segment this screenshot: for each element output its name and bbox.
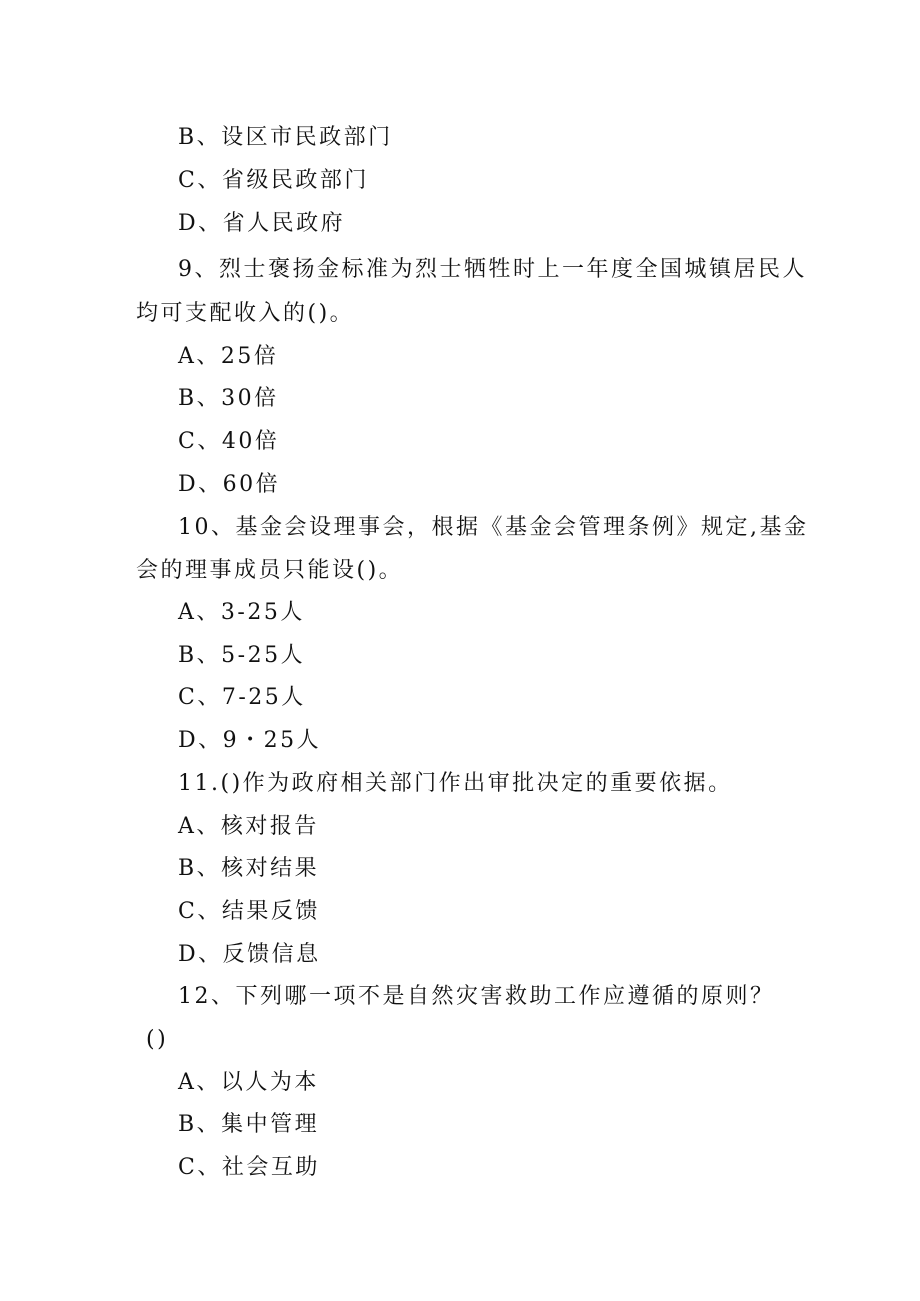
option-d-q9: D、60倍 (178, 472, 281, 497)
option-a-q9: A、25倍 (178, 344, 279, 369)
option-d-q10: D、9・25人 (178, 728, 322, 753)
option-b-q11: B、核对结果 (178, 856, 320, 881)
option-a-q11: A、核对报告 (178, 814, 319, 839)
question-11: 11.()作为政府相关部门作出审批决定的重要依据。 (178, 771, 733, 796)
option-b-q10: B、5-25人 (178, 643, 306, 668)
option-b-q12: B、集中管理 (178, 1112, 320, 1137)
option-a-q12: A、以人为本 (178, 1070, 319, 1095)
question-12: 12、下列哪一项不是自然灾害救助工作应遵循的原则？ (178, 984, 775, 1009)
question-10: 10、基金会设理事会，根据《基金会管理条例》规定,基金 (178, 515, 809, 540)
option-b-q8: B、设区市民政部门 (178, 125, 393, 150)
option-c-q12: C、社会互助 (178, 1155, 320, 1180)
option-a-q10: A、3-25人 (178, 600, 305, 625)
option-c-q10: C、7-25人 (178, 685, 306, 710)
option-c-q11: C、结果反馈 (178, 899, 320, 924)
question-9-cont: 均可支配收入的()。 (136, 301, 355, 326)
question-9: 9、烈士褒扬金标准为烈士牺牲时上一年度全国城镇居民人 (178, 257, 807, 282)
question-10-cont: 会的理事成员只能设()。 (136, 558, 404, 583)
option-d-q11: D、反馈信息 (178, 942, 321, 967)
option-c-q9: C、40倍 (178, 429, 280, 454)
option-c-q8: C、省级民政部门 (178, 168, 369, 193)
question-12-cont: () (146, 1027, 169, 1052)
option-d-q8: D、省人民政府 (178, 211, 346, 236)
option-b-q9: B、30倍 (178, 386, 279, 411)
